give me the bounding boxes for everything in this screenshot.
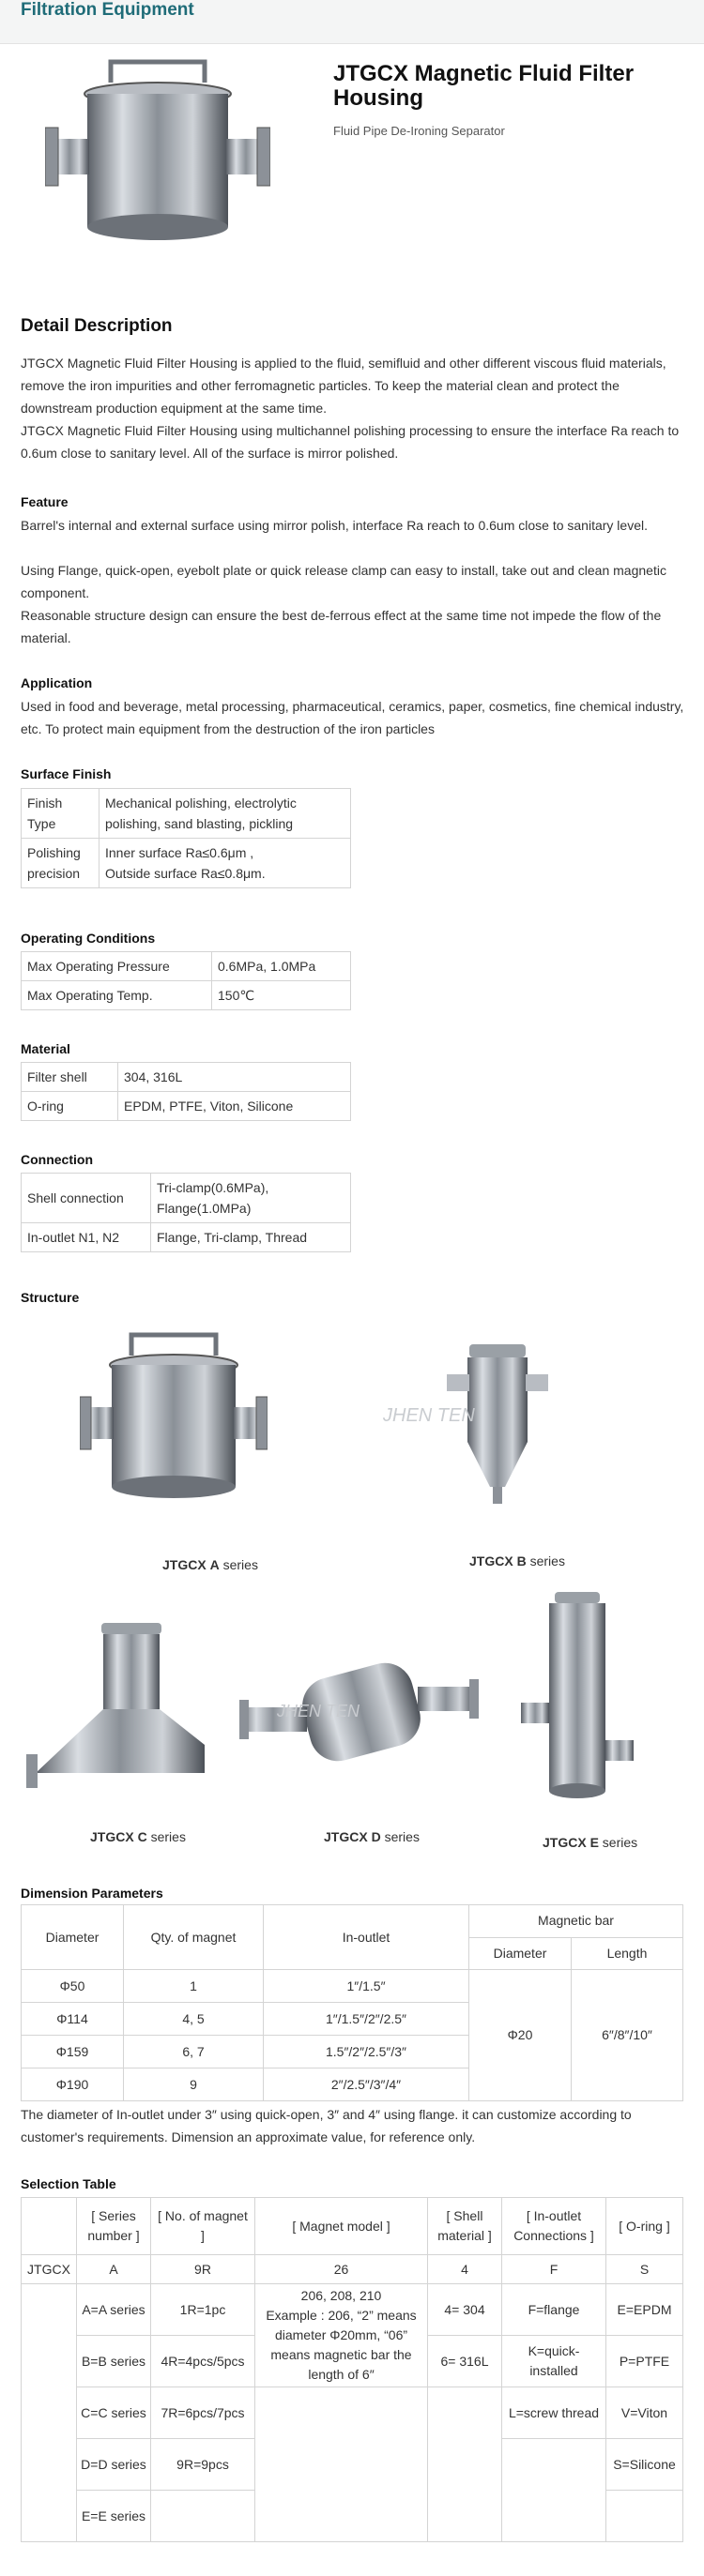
table-cell: K=quick-installed xyxy=(502,2336,606,2387)
table-row xyxy=(22,1092,351,1121)
table-cell: 4= 304 xyxy=(428,2284,502,2336)
table-cell: Tri-clamp(0.6MPa), Flange(1.0MPa) xyxy=(151,1174,351,1223)
table-cell: Max Operating Temp. xyxy=(22,981,212,1010)
table-cell: L=screw thread xyxy=(502,2387,606,2439)
watermark-text-b: JHEN TEN xyxy=(383,1405,475,1426)
feature-paragraph-3: Reasonable structure design can ensure the best de-ferrous effect at the same time not impede the flow of the material. xyxy=(21,608,662,645)
table-header: Length xyxy=(572,1937,683,1970)
table-cell xyxy=(22,2284,77,2542)
detail-paragraph-1: JTGCX Magnetic Fluid Filter Housing is applied to the fluid, semifluid and other different viscous fluid materials, remove the iron impurities and other ferromagnetic particles. To keep the material clean and protect the downstream production equipment at the same time. xyxy=(21,356,666,416)
feature-paragraph-2: Using Flange, quick-open, eyebolt plate or quick release clamp can easy to install, take out and clean magnetic component. xyxy=(21,563,666,600)
watermark-text-d: JHEN TEN xyxy=(277,1702,360,1720)
table-cell: Φ50 xyxy=(22,1970,124,2003)
table-header: [ Shell material ] xyxy=(428,2198,502,2255)
table-row xyxy=(22,2387,683,2439)
selection-table xyxy=(21,2197,683,2542)
table-row xyxy=(22,1905,683,1938)
table-header: [ Magnet model ] xyxy=(255,2198,428,2255)
series-b-caption: JTGCX B series xyxy=(469,1553,565,1568)
material-heading: Material xyxy=(21,1041,70,1056)
table-header: [ In-outlet Connections ] xyxy=(502,2198,606,2255)
selection-heading: Selection Table xyxy=(21,2176,116,2191)
series-a-image xyxy=(80,1327,268,1529)
dimension-note: The diameter of In-outlet under 3″ using quick-open, 3″ and 4″ using flange. it can customize according to customer's requirements. Dimension an approximate value, for reference only. xyxy=(21,2107,632,2144)
table-cell xyxy=(502,2439,606,2542)
table-row xyxy=(22,2255,683,2284)
feature-paragraph-1: Barrel's internal and external surface using mirror polish, interface Ra reach to 0.6um close to sanitary level. xyxy=(21,518,648,533)
connection-table xyxy=(21,1173,351,1252)
table-cell xyxy=(151,2491,255,2542)
table-cell: 9R=9pcs xyxy=(151,2439,255,2491)
table-cell: S=Silicone xyxy=(606,2439,683,2491)
table-cell: 9 xyxy=(124,2068,264,2101)
table-cell: Φ190 xyxy=(22,2068,124,2101)
table-cell: Inner surface Ra≤0.6μm , Outside surface Ra≤0.8μm. xyxy=(99,839,351,888)
series-b-image xyxy=(375,1337,620,1510)
table-cell: C=C series xyxy=(77,2387,151,2439)
dimension-table xyxy=(21,1904,683,2101)
table-cell: JTGCX xyxy=(22,2255,77,2284)
table-cell: Mechanical polishing, electrolytic polishing, sand blasting, pickling xyxy=(99,789,351,839)
product-subtitle: Fluid Pipe De-Ironing Separator xyxy=(333,124,505,138)
table-cell: 4 xyxy=(428,2255,502,2284)
table-cell: 1 xyxy=(124,1970,264,2003)
table-cell: 26 xyxy=(255,2255,428,2284)
table-cell: Max Operating Pressure xyxy=(22,952,212,981)
detail-heading: Detail Description xyxy=(21,316,173,336)
table-cell: F=flange xyxy=(502,2284,606,2336)
feature-heading: Feature xyxy=(21,494,69,509)
table-cell: P=PTFE xyxy=(606,2336,683,2387)
table-cell: B=B series xyxy=(77,2336,151,2387)
table-cell: Φ159 xyxy=(22,2036,124,2068)
table-cell: S xyxy=(606,2255,683,2284)
table-cell: 4, 5 xyxy=(124,2003,264,2036)
table-cell: In-outlet N1, N2 xyxy=(22,1223,151,1252)
series-d-caption: JTGCX D series xyxy=(324,1829,420,1844)
table-row xyxy=(22,2198,683,2255)
operating-heading: Operating Conditions xyxy=(21,931,156,946)
table-cell: Filter shell xyxy=(22,1063,118,1092)
application-heading: Application xyxy=(21,675,93,690)
table-header: [ O-ring ] xyxy=(606,2198,683,2255)
table-cell: Φ20 xyxy=(469,1970,572,2101)
table-row xyxy=(22,2284,683,2336)
table-cell: 7R=6pcs/7pcs xyxy=(151,2387,255,2439)
table-row xyxy=(22,981,351,1010)
operating-table xyxy=(21,951,351,1010)
table-header: [ No. of magnet ] xyxy=(151,2198,255,2255)
dimension-heading: Dimension Parameters xyxy=(21,1886,163,1901)
table-cell: Shell connection xyxy=(22,1174,151,1223)
material-table xyxy=(21,1062,351,1121)
table-row xyxy=(22,952,351,981)
table-cell xyxy=(606,2491,683,2542)
table-cell: 9R xyxy=(151,2255,255,2284)
table-cell: 1″/1.5″ xyxy=(264,1970,469,2003)
table-cell: O-ring xyxy=(22,1092,118,1121)
series-d-image xyxy=(239,1642,483,1792)
structure-heading: Structure xyxy=(21,1290,80,1305)
table-cell: Φ114 xyxy=(22,2003,124,2036)
table-cell: 1R=1pc xyxy=(151,2284,255,2336)
category-title[interactable]: Filtration Equipment xyxy=(21,0,194,20)
table-header: Qty. of magnet xyxy=(124,1905,264,1970)
table-cell: E=E series xyxy=(77,2491,151,2542)
table-cell: 6″/8″/10″ xyxy=(572,1970,683,2101)
table-row xyxy=(22,1063,351,1092)
table-cell: V=Viton xyxy=(606,2387,683,2439)
surface-table xyxy=(21,788,351,888)
table-header: Diameter xyxy=(469,1937,572,1970)
table-cell: 6= 316L xyxy=(428,2336,502,2387)
series-a-caption: JTGCX A series xyxy=(162,1557,258,1572)
table-cell: 150℃ xyxy=(212,981,351,1010)
table-cell xyxy=(255,2387,428,2542)
table-cell: 1.5″/2″/2.5″/3″ xyxy=(264,2036,469,2068)
table-cell: 0.6MPa, 1.0MPa xyxy=(212,952,351,981)
table-cell: 206, 208, 210 Example : 206, “2” means diameter Φ20mm, “06” means magnetic bar the length of 6″ xyxy=(255,2284,428,2387)
table-cell: Polishing precision xyxy=(22,839,99,888)
detail-paragraph-2: JTGCX Magnetic Fluid Filter Housing using multichannel polishing processing to ensure the interface Ra reach to 0.6um close to sanitary level. All of the surface is mirror polished. xyxy=(21,423,680,461)
series-e-caption: JTGCX E series xyxy=(543,1835,638,1850)
table-cell: A xyxy=(77,2255,151,2284)
table-cell xyxy=(428,2387,502,2542)
table-cell: Finish Type xyxy=(22,789,99,839)
series-c-image xyxy=(26,1614,214,1801)
table-cell: E=EPDM xyxy=(606,2284,683,2336)
table-cell: 6, 7 xyxy=(124,2036,264,2068)
table-row xyxy=(22,839,351,888)
table-header: [ Series number ] xyxy=(77,2198,151,2255)
table-cell: A=A series xyxy=(77,2284,151,2336)
table-cell: Flange, Tri-clamp, Thread xyxy=(151,1223,351,1252)
series-e-image xyxy=(521,1590,634,1815)
table-header: In-outlet xyxy=(264,1905,469,1970)
series-c-caption: JTGCX C series xyxy=(90,1829,186,1844)
table-row xyxy=(22,1174,351,1223)
table-cell: D=D series xyxy=(77,2439,151,2491)
table-cell: F xyxy=(502,2255,606,2284)
hero-product-image xyxy=(45,54,270,265)
table-cell: 4R=4pcs/5pcs xyxy=(151,2336,255,2387)
table-cell: 1″/1.5″/2″/2.5″ xyxy=(264,2003,469,2036)
connection-heading: Connection xyxy=(21,1152,93,1167)
table-cell: 304, 316L xyxy=(118,1063,351,1092)
product-title: JTGCX Magnetic Fluid Filter Housing xyxy=(333,61,635,111)
table-header xyxy=(22,2198,77,2255)
table-row xyxy=(22,789,351,839)
table-cell: 2″/2.5″/3″/4″ xyxy=(264,2068,469,2101)
table-cell: EPDM, PTFE, Viton, Silicone xyxy=(118,1092,351,1121)
table-header: Magnetic bar xyxy=(469,1905,683,1938)
surface-heading: Surface Finish xyxy=(21,766,112,781)
table-row xyxy=(22,1223,351,1252)
table-header: Diameter xyxy=(22,1905,124,1970)
application-paragraph: Used in food and beverage, metal processing, pharmaceutical, ceramics, paper, cosmetics, fine chemical industry, etc. To protect main equipment from the destruction of the iron particles xyxy=(21,699,684,736)
table-row xyxy=(22,1970,683,2003)
